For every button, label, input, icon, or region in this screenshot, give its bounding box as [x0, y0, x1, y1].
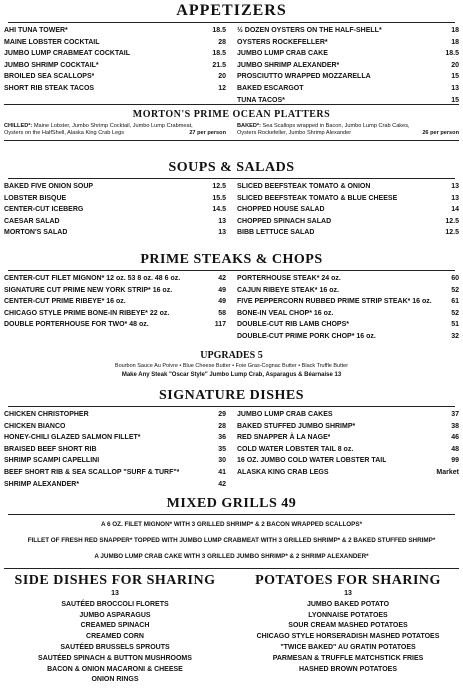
sides-title: SIDE DISHES FOR SHARING — [14, 573, 216, 588]
menu-item — [4, 296, 226, 308]
menu-item-price: 30 — [218, 457, 226, 465]
sides-item: SAUTÉED SPINACH & BUTTON MUSHROOMS — [38, 654, 192, 662]
menu-item — [4, 409, 226, 421]
menu-item-price: 49 — [218, 286, 226, 294]
menu-item — [4, 479, 226, 491]
menu-item-name: COLD WATER LOBSTER TAIL 8 oz. — [237, 445, 354, 453]
potatoes-item: SOUR CREAM MASHED POTATOES — [288, 622, 408, 630]
menu-item — [237, 273, 459, 285]
menu-item — [237, 83, 459, 95]
menu-item-price: 15 — [451, 73, 459, 81]
menu-item — [237, 319, 459, 331]
menu-item — [237, 216, 459, 228]
menu-item-name: CENTER-CUT FILET MIGNON* 12 oz. 53 8 oz. 48 6 oz. — [4, 275, 181, 282]
potatoes-item: LYONNAISE POTATOES — [308, 611, 388, 619]
baked-platter — [237, 123, 459, 137]
potatoes-item: CHICAGO STYLE HORSERADISH MASHED POTATOES — [256, 633, 440, 641]
menu-item — [237, 296, 459, 308]
menu-item-name: SHRIMP SCAMPI CAPELLINI — [4, 457, 100, 465]
menu-item-price: 12.5 — [212, 183, 226, 190]
menu-item — [4, 308, 226, 320]
menu-item-price: 12 — [218, 84, 226, 92]
menu-item — [237, 455, 459, 467]
menu-item-name: ALASKA KING CRAB LEGS — [237, 468, 329, 476]
sides-price: 13 — [111, 590, 119, 597]
menu-item-price: Market — [436, 468, 459, 476]
menu-item-price: 60 — [451, 275, 459, 282]
menu-item — [237, 421, 459, 433]
divider — [8, 270, 455, 271]
menu-item-price: 42 — [218, 275, 226, 282]
menu-item — [4, 227, 226, 239]
menu-item — [237, 37, 459, 49]
menu-item — [4, 432, 226, 444]
menu-item-name: OYSTERS ROCKEFELLER* — [237, 38, 328, 46]
menu-item — [237, 285, 459, 297]
menu-item — [4, 285, 226, 297]
menu-item-name: MORTON'S SALAD — [4, 229, 68, 237]
potatoes-price: 13 — [344, 590, 352, 597]
menu-item — [237, 308, 459, 320]
menu-item-name: ½ DOZEN OYSTERS ON THE HALF-SHELL* — [237, 27, 382, 34]
menu-item-price: 18.5 — [212, 50, 226, 58]
menu-item-name: CHICAGO STYLE PRIME BONE-IN RIBEYE* 22 oz. — [4, 309, 170, 317]
sides-column — [4, 573, 226, 686]
menu-item-price: 12.5 — [445, 217, 459, 225]
menu-item-name: HONEY-CHILI GLAZED SALMON FILLET* — [4, 434, 141, 442]
menu-item-name: JUMBO LUMP CRABMEAT COCKTAIL — [4, 50, 130, 58]
chilled-text2: Oysters on the HalfShell, Alaska King Crab Legs — [4, 130, 125, 136]
menu-item-name: MAINE LOBSTER COCKTAIL — [4, 38, 100, 46]
menu-item — [237, 48, 459, 60]
baked-label: BAKED*: — [237, 123, 261, 129]
chilled-text: Maine Lobster, Jumbo Shrimp Cocktail, Jumbo Lump Crabmeat, — [33, 123, 193, 129]
menu-item-price: 13 — [451, 183, 459, 190]
menu-item — [4, 83, 226, 95]
menu-item-name: RED SNAPPER À LA NAGE* — [237, 434, 331, 442]
menu-item-price: 21.5 — [212, 61, 226, 69]
steaks-title: PRIME STEAKS & CHOPS — [140, 252, 323, 267]
menu-item-name: CAJUN RIBEYE STEAK* 16 oz. — [237, 286, 339, 294]
menu-item — [4, 37, 226, 49]
upgrades-title: UPGRADES 5 — [200, 350, 263, 361]
menu-item — [4, 216, 226, 228]
menu-item-name: CHICKEN BIANCO — [4, 422, 66, 430]
divider — [8, 406, 455, 407]
menu-item-price: 13 — [218, 229, 226, 237]
menu-item-price: 18.5 — [445, 50, 459, 58]
chilled-label: CHILLED*: — [4, 123, 33, 129]
menu-item-price: 58 — [218, 309, 226, 317]
appetizers-left — [4, 25, 226, 106]
menu-item-price: 14 — [451, 206, 459, 214]
menu-item-name: SLICED BEEFSTEAK TOMATO & ONION — [237, 183, 371, 190]
menu-item-price: 32 — [451, 332, 459, 340]
menu-item — [237, 227, 459, 239]
sharing-section — [4, 573, 459, 686]
menu-item-price: 12.5 — [445, 229, 459, 237]
menu-item-name: JUMBO SHRIMP COCKTAIL* — [4, 61, 99, 69]
menu-item — [4, 193, 226, 205]
menu-item-name: CHOPPED HOUSE SALAD — [237, 206, 325, 214]
menu-item-price: 52 — [451, 286, 459, 294]
potatoes-item: JUMBO BAKED POTATO — [306, 600, 390, 608]
signature-right — [237, 409, 459, 490]
divider — [4, 568, 459, 569]
signature-title: SIGNATURE DISHES — [158, 388, 305, 403]
potatoes-item: "TWICE BAKED" AU GRATIN POTATOES — [280, 643, 416, 651]
appetizers-section — [4, 2, 459, 106]
menu-item — [4, 71, 226, 83]
menu-item-price: 20 — [218, 73, 226, 81]
menu-item-name: LOBSTER BISQUE — [4, 194, 67, 202]
divider — [8, 514, 455, 515]
menu-item-price: 35 — [218, 445, 226, 453]
sides-item: SAUTÉED BRUSSELS SPROUTS — [60, 643, 170, 651]
menu-item-name: JUMBO LUMP CRAB CAKES — [237, 411, 333, 418]
menu-item — [237, 331, 459, 343]
menu-item-name: SLICED BEEFSTEAK TOMATO & BLUE CHEESE — [237, 194, 398, 202]
grills-title: MIXED GRILLS 49 — [166, 496, 297, 511]
menu-item — [237, 25, 459, 37]
appetizers-title: APPETIZERS — [176, 2, 287, 19]
grills-list — [4, 517, 459, 565]
menu-item-price: 46 — [451, 434, 459, 442]
upgrades-line2: Make Any Steak "Oscar Style" Jumbo Lump Crab, Asparagus & Béarnaise 13 — [121, 372, 342, 378]
upgrades-line1: Bourbon Sauce Au Poivre • Blue Cheese Butter • Foie Gras-Cognac Butter • Black Truffle Butter — [114, 363, 349, 369]
menu-item-price: 42 — [218, 480, 226, 488]
menu-item-name: BAKED FIVE ONION SOUP — [4, 183, 94, 190]
menu-item-name: CHOPPED SPINACH SALAD — [237, 217, 332, 225]
menu-item-price: 61 — [451, 298, 459, 306]
menu-item-price: 117 — [214, 321, 226, 329]
menu-item-name: TUNA TACOS* — [237, 96, 285, 104]
menu-item-name: PORTERHOUSE STEAK* 24 oz. — [237, 275, 341, 282]
menu-item-name: AHI TUNA TOWER* — [4, 27, 68, 34]
platters-section — [4, 104, 459, 141]
grills-section — [4, 496, 459, 565]
sides-item: BACON & ONION MACARONI & CHEESE — [47, 665, 183, 673]
menu-item-name: FIVE PEPPERCORN RUBBED PRIME STRIP STEAK* 16 oz. — [237, 298, 432, 306]
menu-item-name: DOUBLE PORTERHOUSE FOR TWO* 48 oz. — [4, 321, 149, 329]
steaks-right — [237, 273, 459, 343]
menu-item-name: BAKED ESCARGOT — [237, 84, 304, 92]
chilled-price: 27 per person — [189, 130, 226, 136]
sides-item: CREAMED SPINACH — [80, 622, 150, 630]
sides-item: CREAMED CORN — [86, 633, 144, 641]
potatoes-column — [237, 573, 459, 686]
steaks-left — [4, 273, 226, 343]
menu-item-price: 20 — [451, 61, 459, 69]
grill-line: FILLET OF FRESH RED SNAPPER* TOPPED WITH JUMBO LUMP CRABMEAT WITH 3 GRILLED SHRIMP* & 2 BAKED STUFFED SHRIMP* — [27, 537, 436, 544]
menu-item — [4, 467, 226, 479]
menu-item-name: CAESAR SALAD — [4, 217, 60, 225]
chilled-platter — [4, 123, 226, 137]
menu-item-price: 29 — [218, 411, 226, 418]
baked-price: 26 per person — [422, 130, 459, 136]
menu-item — [4, 48, 226, 60]
menu-item-price: 13 — [218, 217, 226, 225]
menu-item-name: SIGNATURE CUT PRIME NEW YORK STRIP* 16 oz. — [4, 286, 173, 294]
menu-item-price: 99 — [451, 457, 459, 465]
menu-item-name: BONE-IN VEAL CHOP* 16 oz. — [237, 309, 334, 317]
menu-item-name: CENTER-CUT ICEBERG — [4, 206, 84, 214]
menu-item-name: DOUBLE-CUT PRIME PORK CHOP* 16 oz. — [237, 332, 376, 340]
menu-item — [237, 467, 459, 479]
menu-item — [4, 204, 226, 216]
menu-item — [237, 409, 459, 421]
menu-item — [237, 204, 459, 216]
platters-title: MORTON'S PRIME OCEAN PLATTERS — [132, 109, 331, 120]
menu-item — [4, 60, 226, 72]
soups-section — [4, 160, 459, 239]
menu-item-price: 48 — [451, 445, 459, 453]
grill-line: A 6 OZ. FILET MIGNON* WITH 3 GRILLED SHRIMP* & 2 BACON WRAPPED SCALLOPS* — [100, 521, 363, 528]
grill-line: A JUMBO LUMP CRAB CAKE WITH 3 GRILLED JUMBO SHRIMP* & 2 SHRIMP ALEXANDER* — [94, 553, 369, 560]
menu-item — [4, 25, 226, 37]
menu-item-name: JUMBO LUMP CRAB CAKE — [237, 50, 328, 58]
menu-item-price: 18.5 — [212, 27, 226, 34]
menu-item-price: 15.5 — [212, 194, 226, 202]
menu-item-price: 13 — [451, 194, 459, 202]
menu-item-name: CENTER-CUT PRIME RIBEYE* 16 oz. — [4, 298, 126, 306]
soups-left — [4, 181, 226, 239]
sides-item: JUMBO ASPARAGUS — [79, 611, 151, 619]
menu-item-price: 18 — [451, 38, 459, 46]
menu-item — [237, 444, 459, 456]
menu-item-price: 36 — [218, 434, 226, 442]
potatoes-item: HASHED BROWN POTATOES — [298, 665, 397, 673]
baked-text2: Oysters Rockefeller, Jumbo Shrimp Alexander — [237, 130, 352, 136]
sides-item: SAUTÉED BROCCOLI FLORETS — [61, 600, 169, 608]
menu-item-price: 41 — [218, 468, 226, 476]
menu-item-name: 16 OZ. JUMBO COLD WATER LOBSTER TAIL — [237, 457, 387, 465]
menu-item — [237, 432, 459, 444]
soups-title: SOUPS & SALADS — [168, 160, 295, 175]
signature-left — [4, 409, 226, 490]
menu-item — [4, 444, 226, 456]
menu-item-name: BAKED STUFFED JUMBO SHRIMP* — [237, 422, 356, 430]
menu-item — [237, 60, 459, 72]
menu-item — [4, 421, 226, 433]
menu-item-price: 52 — [451, 309, 459, 317]
menu-item-price: 28 — [218, 38, 226, 46]
menu-item — [4, 273, 226, 285]
menu-item-name: PROSCIUTTO WRAPPED MOZZARELLA — [237, 73, 371, 81]
menu-item-price: 14.5 — [212, 206, 226, 214]
menu-item-name: SHRIMP ALEXANDER* — [4, 480, 80, 488]
soups-right — [237, 181, 459, 239]
menu-item-name: BIBB LETTUCE SALAD — [237, 229, 315, 237]
menu-item-name: JUMBO SHRIMP ALEXANDER* — [237, 61, 340, 69]
potatoes-title: POTATOES FOR SHARING — [255, 573, 441, 588]
menu-item-price: 38 — [451, 422, 459, 430]
signature-section — [4, 388, 459, 490]
menu-item — [237, 71, 459, 83]
menu-item-name: SHORT RIB STEAK TACOS — [4, 84, 95, 92]
menu-item-price: 51 — [451, 321, 459, 329]
steaks-section — [4, 252, 459, 343]
divider — [8, 22, 455, 23]
menu-item-price: 49 — [218, 298, 226, 306]
menu-item-name: CHICKEN CHRISTOPHER — [4, 411, 89, 418]
menu-item-name: DOUBLE-CUT RIB LAMB CHOPS* — [237, 321, 349, 329]
menu-item-price: 28 — [218, 422, 226, 430]
menu-item-price: 13 — [451, 84, 459, 92]
menu-item-price: 15 — [451, 96, 459, 104]
potatoes-item: PARMESAN & TRUFFLE MATCHSTICK FRIES — [272, 654, 424, 662]
menu-item — [237, 193, 459, 205]
menu-item-name: BEEF SHORT RIB & SEA SCALLOP "SURF & TURF"* — [4, 468, 180, 476]
menu-item-name: BROILED SEA SCALLOPS* — [4, 73, 95, 81]
baked-text: Sea Scallops wrapped in Bacon, Jumbo Lump Crab Cakes, — [262, 123, 410, 129]
menu-item-price: 18 — [451, 27, 459, 34]
menu-item — [4, 455, 226, 467]
divider — [8, 178, 455, 179]
menu-item-price: 37 — [451, 411, 459, 418]
menu-item — [237, 181, 459, 193]
menu-item — [4, 181, 226, 193]
menu-item — [4, 319, 226, 331]
appetizers-right — [237, 25, 459, 106]
menu-item-name: BRAISED BEEF SHORT RIB — [4, 445, 97, 453]
upgrades-section — [4, 350, 459, 380]
sides-item: ONION RINGS — [91, 676, 139, 684]
